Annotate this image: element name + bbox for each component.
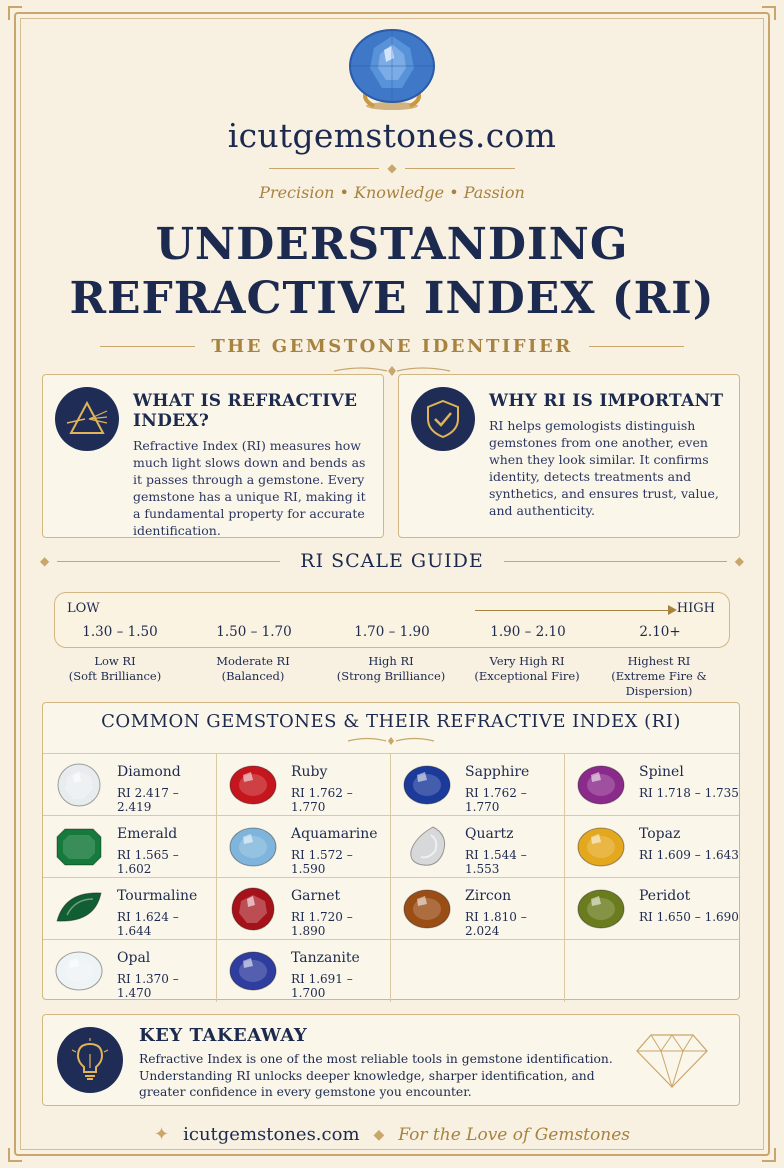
scale-description: Very High RI (Exceptional Fire) [474, 654, 580, 683]
gem-name: Spinel [639, 764, 684, 780]
corner-ornament [8, 1148, 22, 1162]
gemstone-icon [229, 887, 277, 935]
what-is-ri-card [42, 374, 384, 538]
corner-ornament [8, 6, 22, 20]
arrow-right-icon [475, 610, 675, 611]
gem-name: Garnet [291, 888, 341, 904]
gemstone-icon [55, 887, 103, 935]
scale-low-label: LOW [67, 601, 100, 616]
gem-name: Diamond [117, 764, 181, 780]
corner-ornament [762, 1148, 776, 1162]
ri-scale-heading [40, 550, 744, 572]
card-text: Refractive Index (RI) measures how much light slows down and bends as it passes through a gemstone. Every gemstone has a unique RI, making it a fundamental property for accurate identification. [133, 438, 366, 538]
card-text: RI helps gemologists distinguish gemstones from one another, even when they look similar. It confirms identity, detects treatments and synthetics, and ensures trust, value, and authenticity. [489, 418, 719, 518]
ri-scale-bar [54, 592, 730, 648]
subtitle-row [0, 336, 784, 357]
scale-description: Highest RI (Extreme Fire & Dispersion) [611, 654, 707, 698]
header-divider [0, 161, 784, 175]
gems-title: COMMON GEMSTONES & THEIR REFRACTIVE INDEX (RI) [101, 711, 681, 732]
gemstone-icon [229, 763, 277, 811]
shield-check-icon [411, 387, 475, 451]
scale-range: 1.70 – 1.90 [354, 624, 430, 640]
gem-cell-topaz [565, 816, 739, 878]
page-title [0, 218, 784, 326]
scale-description: High RI (Strong Brilliance) [336, 654, 446, 683]
gemstone-icon [403, 825, 451, 873]
flourish-icon [346, 736, 436, 746]
takeaway-title: KEY TAKEAWAY [139, 1025, 308, 1046]
diamond-outline-icon [635, 1033, 709, 1089]
gemstone-icon [55, 763, 103, 811]
gem-name: Aquamarine [291, 826, 378, 842]
gemstone-icon [577, 887, 625, 935]
key-takeaway [42, 1014, 740, 1106]
title-line-2: REFRACTIVE INDEX (RI) [69, 273, 715, 324]
gem-ri: RI 1.650 – 1.690 [639, 910, 739, 924]
gem-cell-empty [391, 940, 565, 1002]
footer-site-name: icutgemstones.com [183, 1124, 360, 1145]
gem-ri: RI 1.810 – 2.024 [465, 910, 527, 938]
gem-cell-opal [43, 940, 217, 1002]
section-title: RI SCALE GUIDE [300, 550, 484, 572]
gem-name: Peridot [639, 888, 691, 904]
scale-range: 1.30 – 1.50 [82, 624, 158, 640]
gem-cell-empty [565, 940, 739, 1002]
gem-cell-peridot [565, 878, 739, 940]
gem-name: Tourmaline [117, 888, 198, 904]
gem-cell-zircon [391, 878, 565, 940]
gem-name: Emerald [117, 826, 178, 842]
scale-description: Moderate RI (Balanced) [216, 654, 290, 683]
gem-cell-aquamarine [217, 816, 391, 878]
gem-ri: RI 1.544 – 1.553 [465, 848, 527, 876]
gem-name: Tanzanite [291, 950, 360, 966]
gemstone-icon [403, 763, 451, 811]
gem-cell-diamond [43, 754, 217, 816]
takeaway-text: Refractive Index is one of the most reliable tools in gemstone identification. Understanding RI unlocks deeper knowledge, sharper identification, and greater confidence in every gemstone you encounter. [139, 1052, 613, 1099]
gem-ri: RI 1.720 – 1.890 [291, 910, 353, 938]
diamond-ornament-icon: ◆ [373, 1126, 385, 1143]
gemstone-icon [229, 949, 277, 997]
gem-cell-sapphire [391, 754, 565, 816]
diamond-ornament-icon: ◆ [40, 554, 50, 568]
gem-cell-tanzanite [217, 940, 391, 1002]
gem-name: Ruby [291, 764, 328, 780]
gem-cell-emerald [43, 816, 217, 878]
gem-name: Topaz [639, 826, 681, 842]
header [0, 26, 784, 377]
common-gemstones-panel [42, 702, 740, 1000]
scale-description: Low RI (Soft Brilliance) [68, 654, 162, 683]
gem-ri: RI 1.762 – 1.770 [465, 786, 527, 814]
gem-grid [43, 753, 739, 1002]
footer-tagline: For the Love of Gemstones [398, 1124, 630, 1145]
scale-range: 1.50 – 1.70 [216, 624, 292, 640]
tagline: Precision • Knowledge • Passion [259, 183, 525, 202]
gem-cell-garnet [217, 878, 391, 940]
footer [0, 1124, 784, 1145]
gemstone-icon [577, 825, 625, 873]
gem-cell-spinel [565, 754, 739, 816]
gem-cell-tourmaline [43, 878, 217, 940]
gemstone-icon [55, 825, 103, 873]
gem-ri: RI 1.691 – 1.700 [291, 972, 353, 1000]
title-line-1: UNDERSTANDING [155, 219, 629, 270]
scale-range: 2.10+ [639, 624, 681, 640]
gem-ri: RI 2.417 – 2.419 [117, 786, 179, 814]
gem-ri: RI 1.609 – 1.643 [639, 848, 739, 862]
gemstone-icon [55, 949, 103, 997]
gem-name: Quartz [465, 826, 514, 842]
gem-ri: RI 1.572 – 1.590 [291, 848, 353, 876]
sparkle-icon: ✦ [154, 1124, 170, 1145]
site-name: icutgemstones.com [227, 116, 557, 155]
sapphire-logo-icon [344, 26, 440, 112]
card-title: WHAT IS REFRACTIVE INDEX? [133, 391, 358, 431]
gem-name: Opal [117, 950, 151, 966]
gem-cell-ruby [217, 754, 391, 816]
why-ri-important-card [398, 374, 740, 538]
diamond-ornament-icon: ◆ [734, 554, 745, 568]
gem-ri: RI 1.718 – 1.735 [639, 786, 739, 800]
corner-ornament [762, 6, 776, 20]
gem-ri: RI 1.370 – 1.470 [117, 972, 179, 1000]
page-subtitle: THE GEMSTONE IDENTIFIER [211, 336, 573, 357]
gemstone-icon [229, 825, 277, 873]
scale-range: 1.90 – 2.10 [490, 624, 566, 640]
prism-icon [55, 387, 119, 451]
gem-ri: RI 1.565 – 1.602 [117, 848, 179, 876]
gem-name: Zircon [465, 888, 512, 904]
gem-ri: RI 1.624 – 1.644 [117, 910, 179, 938]
card-title: WHY RI IS IMPORTANT [489, 391, 724, 411]
scale-high-label: HIGH [676, 601, 715, 616]
gem-ri: RI 1.762 – 1.770 [291, 786, 353, 814]
diamond-ornament-icon: ◆ [387, 161, 397, 175]
gemstone-icon [403, 887, 451, 935]
gem-name: Sapphire [465, 764, 530, 780]
gem-cell-quartz [391, 816, 565, 878]
lightbulb-icon [57, 1027, 123, 1093]
gemstone-icon [577, 763, 625, 811]
